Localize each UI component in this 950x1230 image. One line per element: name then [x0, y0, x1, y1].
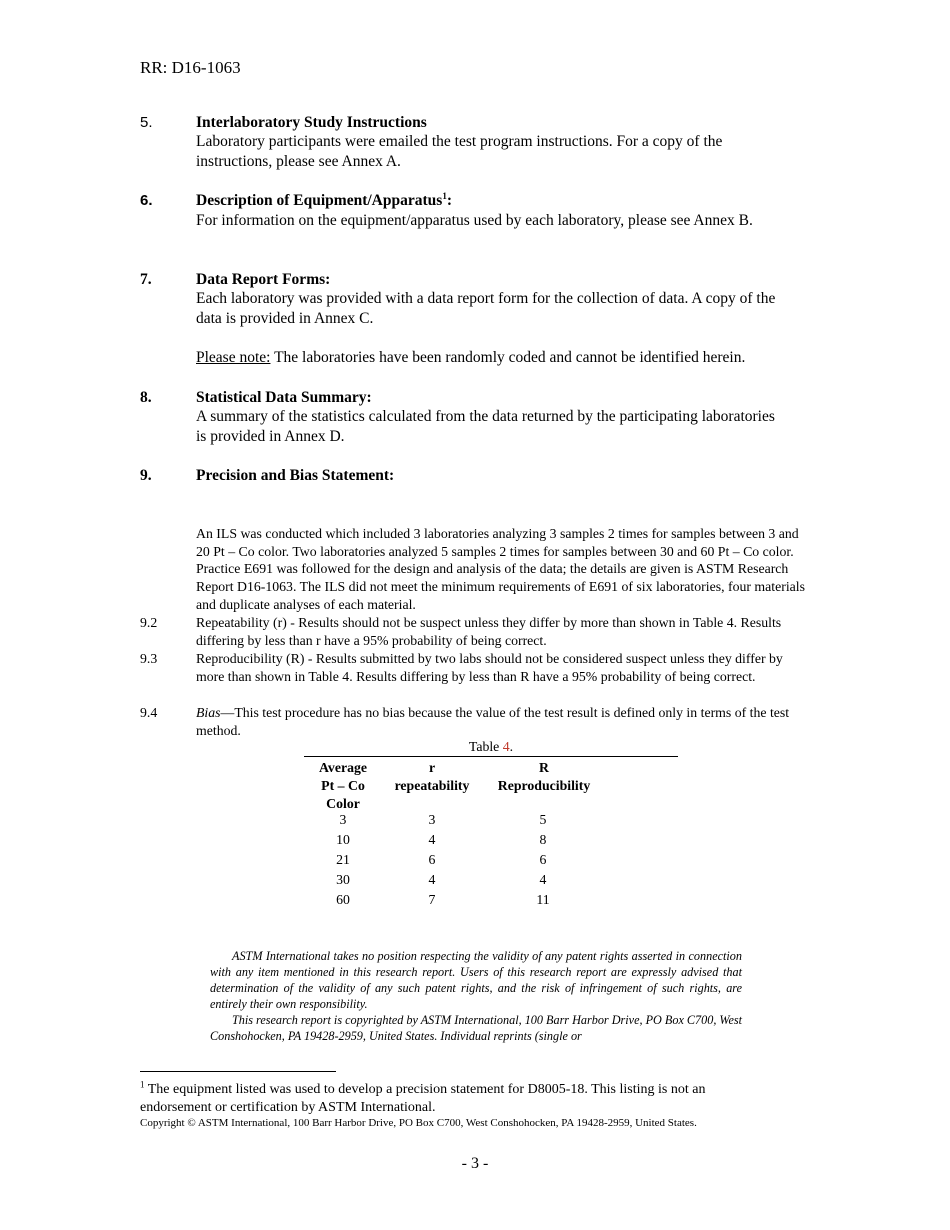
- table-cell: 6: [428, 852, 436, 867]
- item-9-2-text: Repeatability (r) - Results should not be suspect unless they differ by more than shown in Table 4. Results differing by less than r have a 95% probability of being correct.: [196, 615, 782, 648]
- item-9-3-text: Reproducibility (R) - Results submitted by two labs should not be considered suspect unless they differ by more than shown in Table 4. Results differing by less than R have a 95% probability of being correct.: [196, 651, 783, 684]
- table-cell: 5: [539, 812, 547, 827]
- section-6-number: 6.: [140, 192, 153, 209]
- section-6-title: [196, 192, 452, 210]
- table-caption-number: 4: [502, 739, 510, 754]
- item-9-3-number: 9.3: [140, 651, 158, 666]
- section-7-number: 7.: [140, 271, 152, 288]
- table-cell: 30: [336, 872, 350, 887]
- section-5-title: Interlaboratory Study Instructions: [196, 114, 427, 131]
- table-row: [304, 850, 604, 870]
- table-row: [304, 830, 604, 850]
- report-id-header: RR: D16-1063: [140, 58, 241, 77]
- item-9-4-text: [196, 704, 814, 739]
- table-cell: 10: [336, 832, 350, 847]
- section-6-title-colon: :: [446, 192, 452, 209]
- section-8-text: A summary of the statistics calculated from the data returned by the participating laboratories is provided in Annex D.: [196, 408, 775, 445]
- item-9-4-number: 9.4: [140, 705, 158, 720]
- table-caption-suffix: .: [509, 739, 514, 754]
- table-row: [304, 870, 604, 890]
- header-average-line2: Pt – Co: [321, 778, 365, 793]
- footnote-ref-1: 1: [442, 190, 447, 201]
- footnote-1: [140, 1081, 780, 1117]
- table-body: [304, 810, 604, 910]
- table-cell: 8: [539, 832, 547, 847]
- section-5-text: Laboratory participants were emailed the test program instructions. For a copy of the instructions, please see Annex A.: [196, 133, 723, 170]
- precision-intro: An ILS was conducted which included 3 laboratories analyzing 3 samples 2 times for samples between 3 and 20 Pt – Co color. Two laboratories analyzed 5 samples 2 times for samples between 30 and 60 Pt – Co color. Practice E691 was followed for the design and analysis of the data; the details are given is ASTM Research Report D16-1063. The ILS did not meet the minimum requirements of E691 of six laboratories, four materials and duplicate analyses of each material.: [196, 526, 805, 612]
- header-average-line3: Color: [326, 796, 360, 811]
- table-cell: 4: [539, 872, 547, 887]
- note-text: The laboratories have been randomly coded and cannot be identified herein.: [270, 349, 746, 366]
- table-cell: 4: [428, 872, 436, 887]
- table-cell: 21: [336, 852, 350, 867]
- footnote-separator: [140, 1071, 336, 1072]
- table-cell: 3: [428, 812, 436, 827]
- section-8-title: Statistical Data Summary:: [196, 389, 372, 406]
- section-7-text: Each laboratory was provided with a data report form for the collection of data. A copy of the data is provided in Annex C.: [196, 290, 776, 327]
- table-row: [304, 810, 604, 830]
- item-9-2-number: 9.2: [140, 615, 158, 630]
- section-9-number: 9.: [140, 467, 152, 484]
- footnote-marker: 1: [140, 1079, 145, 1090]
- header-r-line2: repeatability: [394, 778, 470, 793]
- table-cell: 4: [428, 832, 436, 847]
- table-header-R: [484, 759, 604, 795]
- table-top-rule: [304, 756, 678, 757]
- footnote-text: The equipment listed was used to develop a precision statement for D8005-18. This listing is not an endorsement or certification by ASTM International.: [140, 1082, 706, 1115]
- section-6-text: For information on the equipment/apparatus used by each laboratory, please see Annex B.: [196, 212, 753, 229]
- section-5-number: 5.: [140, 114, 153, 131]
- header-R-line2: Reproducibility: [497, 778, 591, 793]
- table-caption-prefix: Table: [468, 739, 503, 754]
- section-6-title-text: Description of Equipment/Apparatus: [196, 192, 443, 209]
- header-r-line1: r: [428, 760, 436, 775]
- section-9-title: Precision and Bias Statement:: [196, 467, 395, 484]
- table-cell: 6: [539, 852, 547, 867]
- table-cell: 3: [339, 812, 347, 827]
- note-label: Please note:: [196, 349, 271, 366]
- disclaimer-paragraph-2: This research report is copyrighted by ASTM International, 100 Barr Harbor Drive, PO Box C700, West Conshohocken, PA 19428-2959, United States. Individual reprints (single or: [210, 1013, 742, 1043]
- table-cell: 60: [336, 892, 350, 907]
- table-header-r: [382, 759, 482, 795]
- table-header-average: [304, 759, 382, 813]
- header-R-line1: R: [539, 760, 549, 775]
- section-7-title: Data Report Forms:: [196, 271, 331, 288]
- bias-text: —This test procedure has no bias because the value of the test result is defined only in terms of the test method.: [196, 705, 790, 738]
- bias-label: Bias: [196, 705, 221, 720]
- table-cell: 11: [536, 892, 550, 907]
- copyright-notice: Copyright © ASTM International, 100 Barr Harbor Drive, PO Box C700, West Conshohocken, PA 19428-2959, United States.: [140, 1117, 697, 1129]
- section-8-number: 8.: [140, 389, 152, 406]
- disclaimer-paragraph-1: ASTM International takes no position respecting the validity of any patent rights asserted in connection with any item mentioned in this research report. Users of this research report are expressly advised that determination of the validity of any such patent rights, and the risk of infringement of such rights, are entirely their own responsibility.: [210, 949, 742, 1011]
- table-caption: [304, 739, 678, 755]
- page-number: - 3 -: [461, 1155, 489, 1172]
- table-cell: 7: [428, 892, 436, 907]
- section-7-note: [196, 348, 836, 368]
- header-average-line1: Average: [318, 760, 367, 775]
- table-row: [304, 890, 604, 910]
